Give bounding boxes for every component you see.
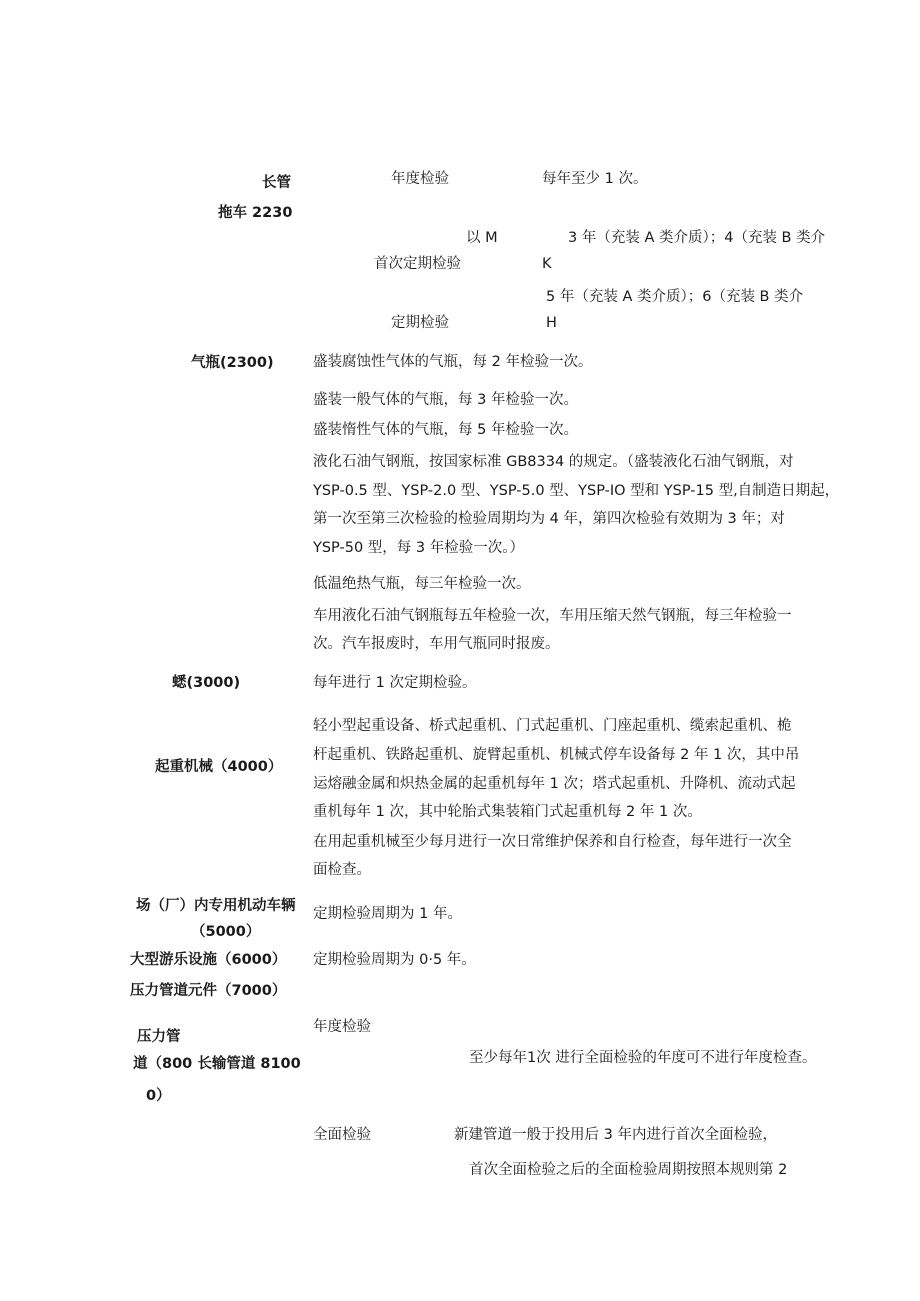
amusement-text: 定期检验周期为 0·5 年。: [313, 952, 476, 968]
crane-p2-line2: 面检查。: [313, 862, 371, 878]
crane-p1-line3: 运熔融金属和炽热金属的起重机每年 1 次；塔式起重机、升降机、流动式起: [313, 776, 796, 792]
amusement-label: 大型游乐设施（6000）: [130, 952, 287, 968]
crane-label: 起重机械（4000）: [155, 759, 283, 775]
cylinder-p5: 低温绝热气瓶，每三年检验一次。: [313, 576, 531, 592]
pipeline-annual-desc: 至少每年1次 进行全面检验的年度可不进行年度检查。: [469, 1050, 817, 1066]
longtube-first-name: 首次定期检验: [374, 256, 461, 272]
crane-p1-line2: 杆起重机、铁路起重机、旋臂起重机、机械式停车设备每 2 年 1 次，其中吊: [313, 747, 800, 763]
cylinder-p4-line2: YSP-0.5 型、YSP-2.0 型、YSP-5.0 型、YSP-IO 型和 YSP-15 型,自制造日期起，: [313, 483, 840, 499]
pipeline-label-3: 0）: [146, 1088, 171, 1104]
pipeline-full: 全面检验: [313, 1127, 371, 1143]
longtube-first-period: 3 年（充装 A 类介质）；4（充装 B 类介: [568, 230, 826, 246]
longtube-first-period-2: K: [542, 256, 552, 272]
cylinder-p4-line4: YSP-50 型，每 3 年检验一次。）: [313, 540, 524, 556]
longtube-periodic-period-2: H: [546, 315, 557, 331]
pipeline-full-desc-line1: 新建管道一般于投用后 3 年内进行首次全面检验，: [454, 1127, 777, 1143]
cylinder-p6-line2: 次。汽车报废时，车用气瓶同时报废。: [313, 636, 560, 652]
longtube-periodic-period: 5 年（充装 A 类介质）；6（充装 B 类介: [546, 289, 804, 305]
cylinder-label: 气瓶(2300): [191, 355, 274, 371]
longtube-periodic-name: 定期检验: [391, 315, 449, 331]
crane-p1-line1: 轻小型起重设备、桥式起重机、门式起重机、门座起重机、缆索起重机、桅: [313, 718, 792, 734]
pipeline-label-2: 道（800 长输管道 8100: [133, 1056, 301, 1072]
cylinder-p1: 盛装腐蚀性气体的气瓶，每 2 年检验一次。: [313, 354, 593, 370]
elevator-label: 蟋(3000): [172, 675, 241, 691]
vehicle-text: 定期检验周期为 1 年。: [313, 906, 462, 922]
cylinder-p2: 盛装一般气体的气瓶，每 3 年检验一次。: [313, 392, 578, 408]
cylinder-p4-line1: 液化石油气钢瓶，按国家标准 GB8334 的规定。（盛装液化石油气钢瓶，对: [313, 454, 794, 470]
longtube-label: 长管: [262, 175, 291, 191]
longtube-label-2: 拖车 2230: [218, 205, 293, 221]
cylinder-p3: 盛装惰性气体的气瓶，每 5 年检验一次。: [313, 422, 578, 438]
pipeline-full-desc-line2: 首次全面检验之后的全面检验周期按照本规则第 2: [469, 1162, 788, 1178]
cylinder-p4-line3: 第一次至第三次检验的检验周期均为 4 年，第四次检验有效期为 3 年；对: [313, 511, 785, 527]
vehicle-label-code: （5000）: [191, 924, 261, 940]
pipe-element-label: 压力管道元件（7000）: [130, 983, 287, 999]
pipeline-label: 压力管: [137, 1029, 181, 1045]
vehicle-label: 场（厂）内专用机动车辆: [136, 898, 296, 914]
pipeline-annual: 年度检验: [313, 1019, 371, 1035]
elevator-text: 每年进行 1 次定期检验。: [313, 675, 477, 691]
cylinder-p6-line1: 车用液化石油气钢瓶每五年检验一次，车用压缩天然气钢瓶，每三年检验一: [313, 608, 792, 624]
longtube-annual-period: 每年至少 1 次。: [542, 171, 648, 187]
longtube-annual-name: 年度检验: [391, 171, 449, 187]
crane-p2-line1: 在用起重机械至少每月进行一次日常维护保养和自行检查，每年进行一次全: [313, 834, 792, 850]
crane-p1-line4: 重机每年 1 次，其中轮胎式集装箱门式起重机每 2 年 1 次。: [313, 804, 702, 820]
longtube-first-prefix: 以 M: [466, 230, 498, 246]
